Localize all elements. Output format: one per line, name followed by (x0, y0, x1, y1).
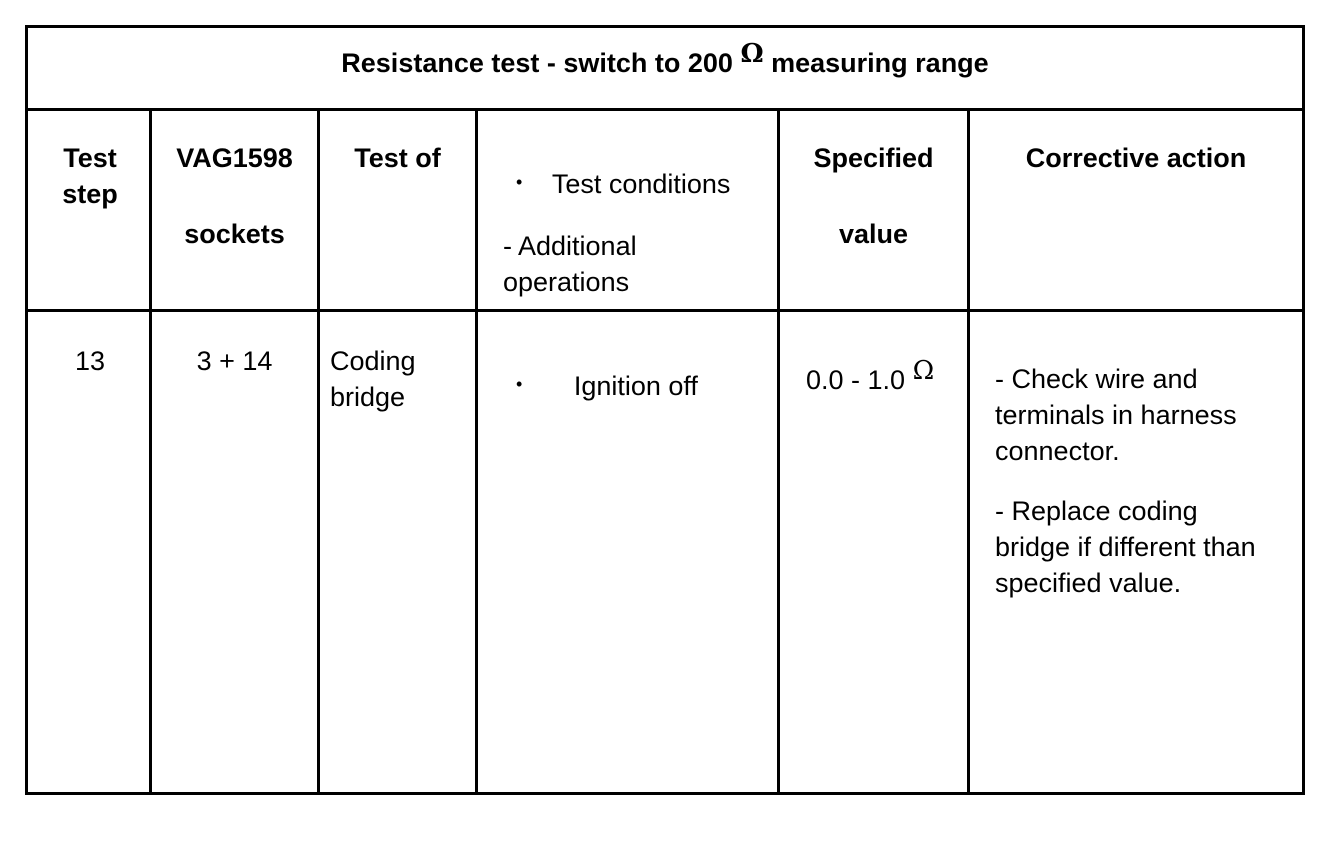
corrective-2-line3: specified value. (995, 568, 1182, 598)
bullet-icon: • (516, 374, 523, 394)
column-divider-3 (475, 111, 478, 792)
header-test-of: Test of (354, 143, 441, 173)
cell-test-step: 13 (74, 346, 106, 376)
title-divider (28, 108, 1302, 111)
header-additional-line1: - Additional (503, 231, 637, 261)
title-prefix: Resistance test - switch to 200 (341, 48, 733, 78)
ohm-symbol: Ω (740, 39, 764, 69)
corrective-1-line1: - Check wire and (995, 364, 1198, 394)
cell-specified-value (806, 353, 934, 398)
header-test-conditions (516, 164, 730, 202)
header-specified-line1: Specified (813, 143, 934, 173)
column-divider-4 (777, 111, 780, 792)
header-divider (28, 309, 1302, 312)
table-title (28, 36, 1302, 81)
header-test-step-line2: step (62, 179, 118, 209)
corrective-1-line3: connector. (995, 436, 1120, 466)
header-vag-sockets-line1: VAG1598 (176, 143, 293, 173)
column-divider-1 (149, 111, 152, 792)
corrective-1-line2: terminals in harness (995, 400, 1237, 430)
column-divider-2 (317, 111, 320, 792)
header-vag-sockets-line2: sockets (184, 219, 285, 249)
header-test-conditions-label: Test conditions (551, 169, 731, 199)
header-specified-line2: value (838, 219, 909, 249)
cell-condition-label: Ignition off (573, 371, 698, 401)
cell-condition (516, 366, 698, 404)
corrective-2-line2: bridge if different than (995, 532, 1256, 562)
corrective-2-line1: - Replace coding (995, 496, 1198, 526)
bullet-icon: • (516, 172, 523, 192)
resistance-test-table (25, 25, 1305, 795)
header-corrective-action: Corrective action (1025, 143, 1247, 173)
cell-test-of-line2: bridge (330, 382, 406, 412)
specified-value-number: 0.0 - 1.0 (806, 365, 906, 395)
cell-sockets: 3 + 14 (196, 346, 273, 376)
ohm-symbol: Ω (912, 356, 935, 386)
column-divider-5 (967, 111, 970, 792)
title-suffix: measuring range (771, 48, 989, 78)
header-additional-line2: operations (503, 267, 630, 297)
header-test-step-line1: Test (63, 143, 117, 173)
cell-test-of-line1: Coding (330, 346, 416, 376)
